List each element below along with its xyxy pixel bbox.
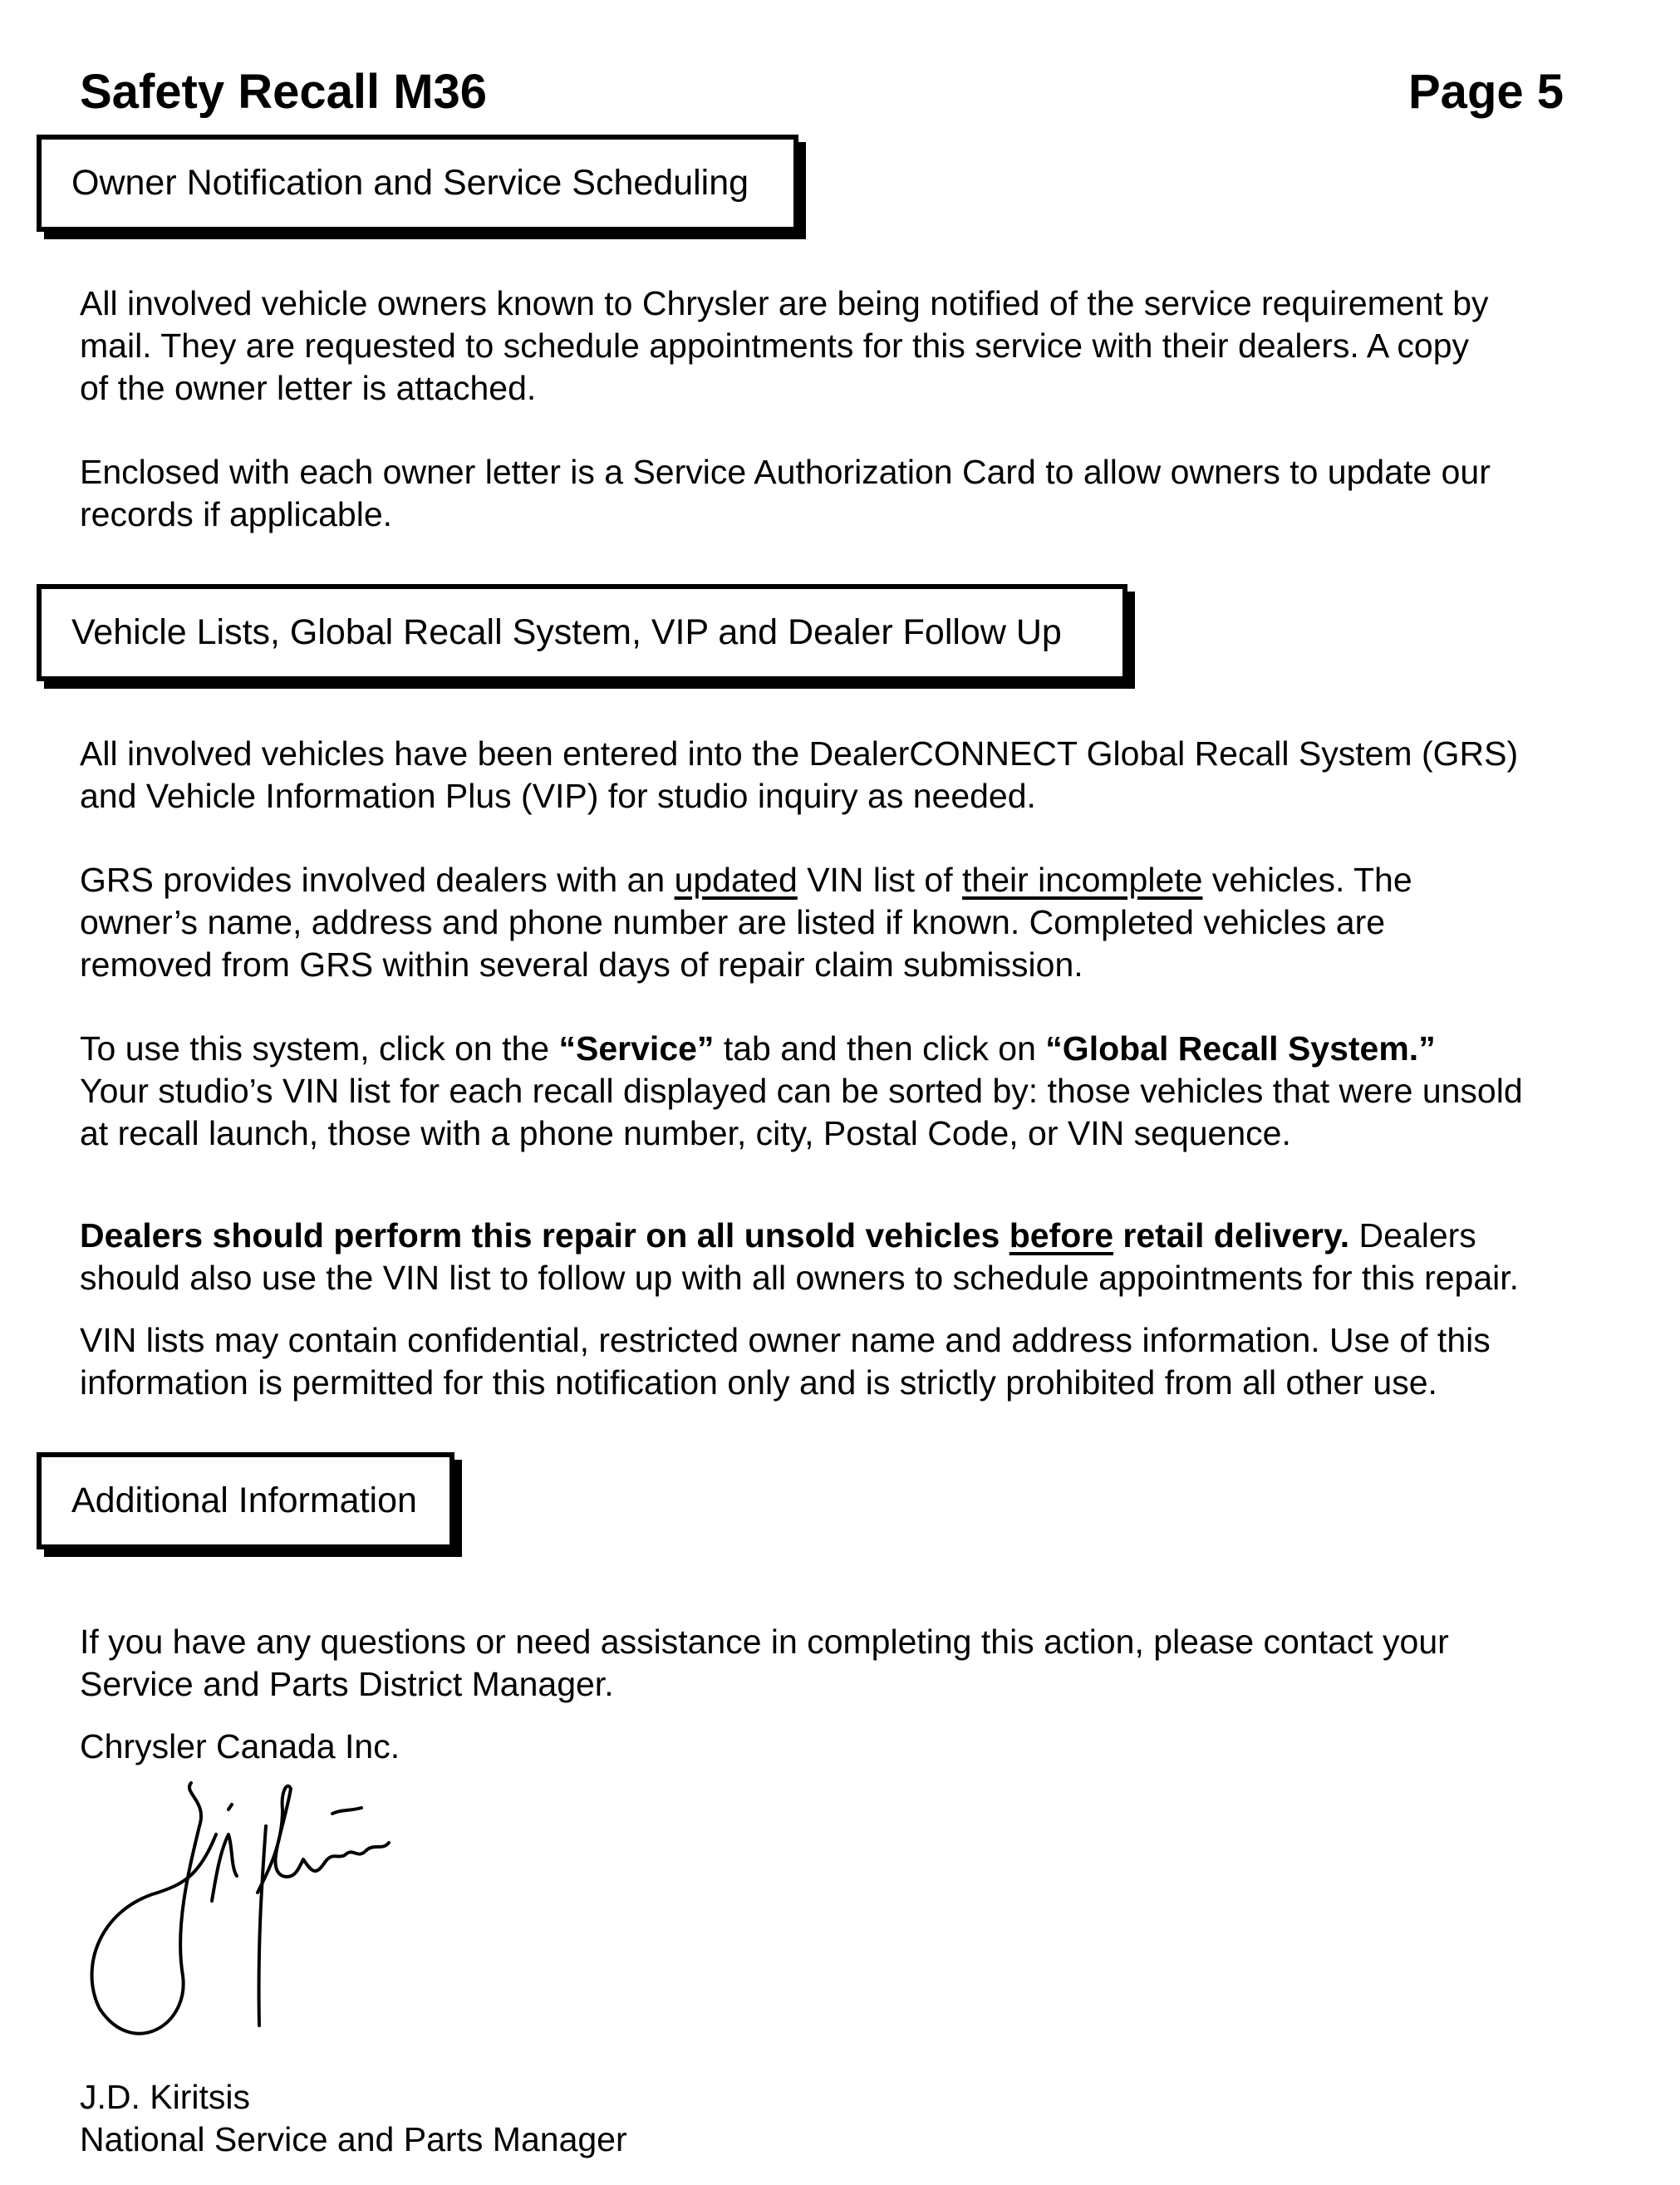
text-line: owner’s name, address and phone number are listed if known. Completed vehicles are (80, 903, 1386, 941)
section-heading-label: Vehicle Lists, Global Recall System, VIP and Dealer Follow Up (71, 612, 1062, 652)
text-segment: Dealers (1349, 1216, 1476, 1255)
paragraph-grs-provides (80, 859, 1642, 986)
text-segment: tab and then click on (714, 1029, 1046, 1068)
text-line: should also use the VIN list to follow up with all owners to schedule appointments for this repair. (80, 1259, 1520, 1297)
underlined-text: their incomplete (962, 861, 1203, 899)
paragraph-dealer-instructions (80, 1215, 1642, 1299)
page-number: Page 5 (1408, 65, 1564, 119)
text-line: All involved vehicle owners known to Chrysler are being notified of the service requirement by (80, 284, 1489, 322)
text-line: Enclosed with each owner letter is a Service Authorization Card to allow owners to update our (80, 453, 1491, 491)
bold-text: Dealers should perform this repair on all unsold vehicles (80, 1216, 1009, 1255)
text-line: If you have any questions or need assistance in completing this action, please contact your (80, 1623, 1449, 1661)
text-line: Service and Parts District Manager. (80, 1665, 614, 1703)
text-line (80, 1028, 1642, 1070)
text-segment: vehicles. The (1202, 861, 1412, 899)
underlined-text: updated (674, 861, 798, 899)
global-recall-system-reference: “Global Recall System.” (1045, 1029, 1436, 1068)
text-line: and Vehicle Information Plus (VIP) for studio inquiry as needed. (80, 777, 1036, 815)
handwritten-signature (83, 1776, 399, 2075)
bold-underlined-text: before (1009, 1216, 1114, 1255)
text-segment: VIN list of (797, 861, 963, 899)
section-heading-owner-notification (37, 135, 798, 232)
text-segment: To use this system, click on the (80, 1029, 559, 1068)
text-line: of the owner letter is attached. (80, 369, 537, 407)
text-line (80, 859, 1642, 901)
section-heading-label: Additional Information (71, 1480, 417, 1520)
text-line: VIN lists may contain confidential, restricted owner name and address information. Use of this (80, 1321, 1491, 1359)
company-name: Chrysler Canada Inc. (80, 1727, 400, 1765)
text-line: removed from GRS within several days of repair claim submission. (80, 945, 1083, 984)
text-line: records if applicable. (80, 495, 393, 533)
paragraph-confidentiality (80, 1319, 1642, 1404)
paragraph-questions (80, 1621, 1642, 1706)
paragraph-grs-entry (80, 733, 1642, 818)
section-heading-additional-information (37, 1452, 454, 1549)
text-line: Your studio’s VIN list for each recall displayed can be sorted by: those vehicles that were unsold (80, 1072, 1523, 1110)
text-line: at recall launch, those with a phone number, city, Postal Code, or VIN sequence. (80, 1114, 1291, 1152)
section-heading-label: Owner Notification and Service Scheduling (71, 163, 749, 203)
paragraph-owner-notification (80, 282, 1642, 410)
paragraph-authorization-card (80, 451, 1642, 536)
recall-title: Safety Recall M36 (80, 65, 488, 119)
text-line: All involved vehicles have been entered into the DealerCONNECT Global Recall System (GRS) (80, 734, 1519, 773)
signatory-title: National Service and Parts Manager (80, 2120, 627, 2158)
paragraph-use-system (80, 1028, 1642, 1155)
signatory-block (80, 2076, 1642, 2161)
section-heading-vehicle-lists (37, 584, 1127, 681)
text-segment: GRS provides involved dealers with an (80, 861, 675, 899)
text-line: mail. They are requested to schedule appointments for this service with their dealers. A copy (80, 327, 1470, 365)
service-tab-reference: “Service” (558, 1029, 715, 1068)
text-line (80, 1215, 1642, 1257)
signatory-name: J.D. Kiritsis (80, 2078, 250, 2116)
bold-text: retail delivery. (1113, 1216, 1350, 1255)
text-line: information is permitted for this notification only and is strictly prohibited from all other use. (80, 1363, 1437, 1402)
